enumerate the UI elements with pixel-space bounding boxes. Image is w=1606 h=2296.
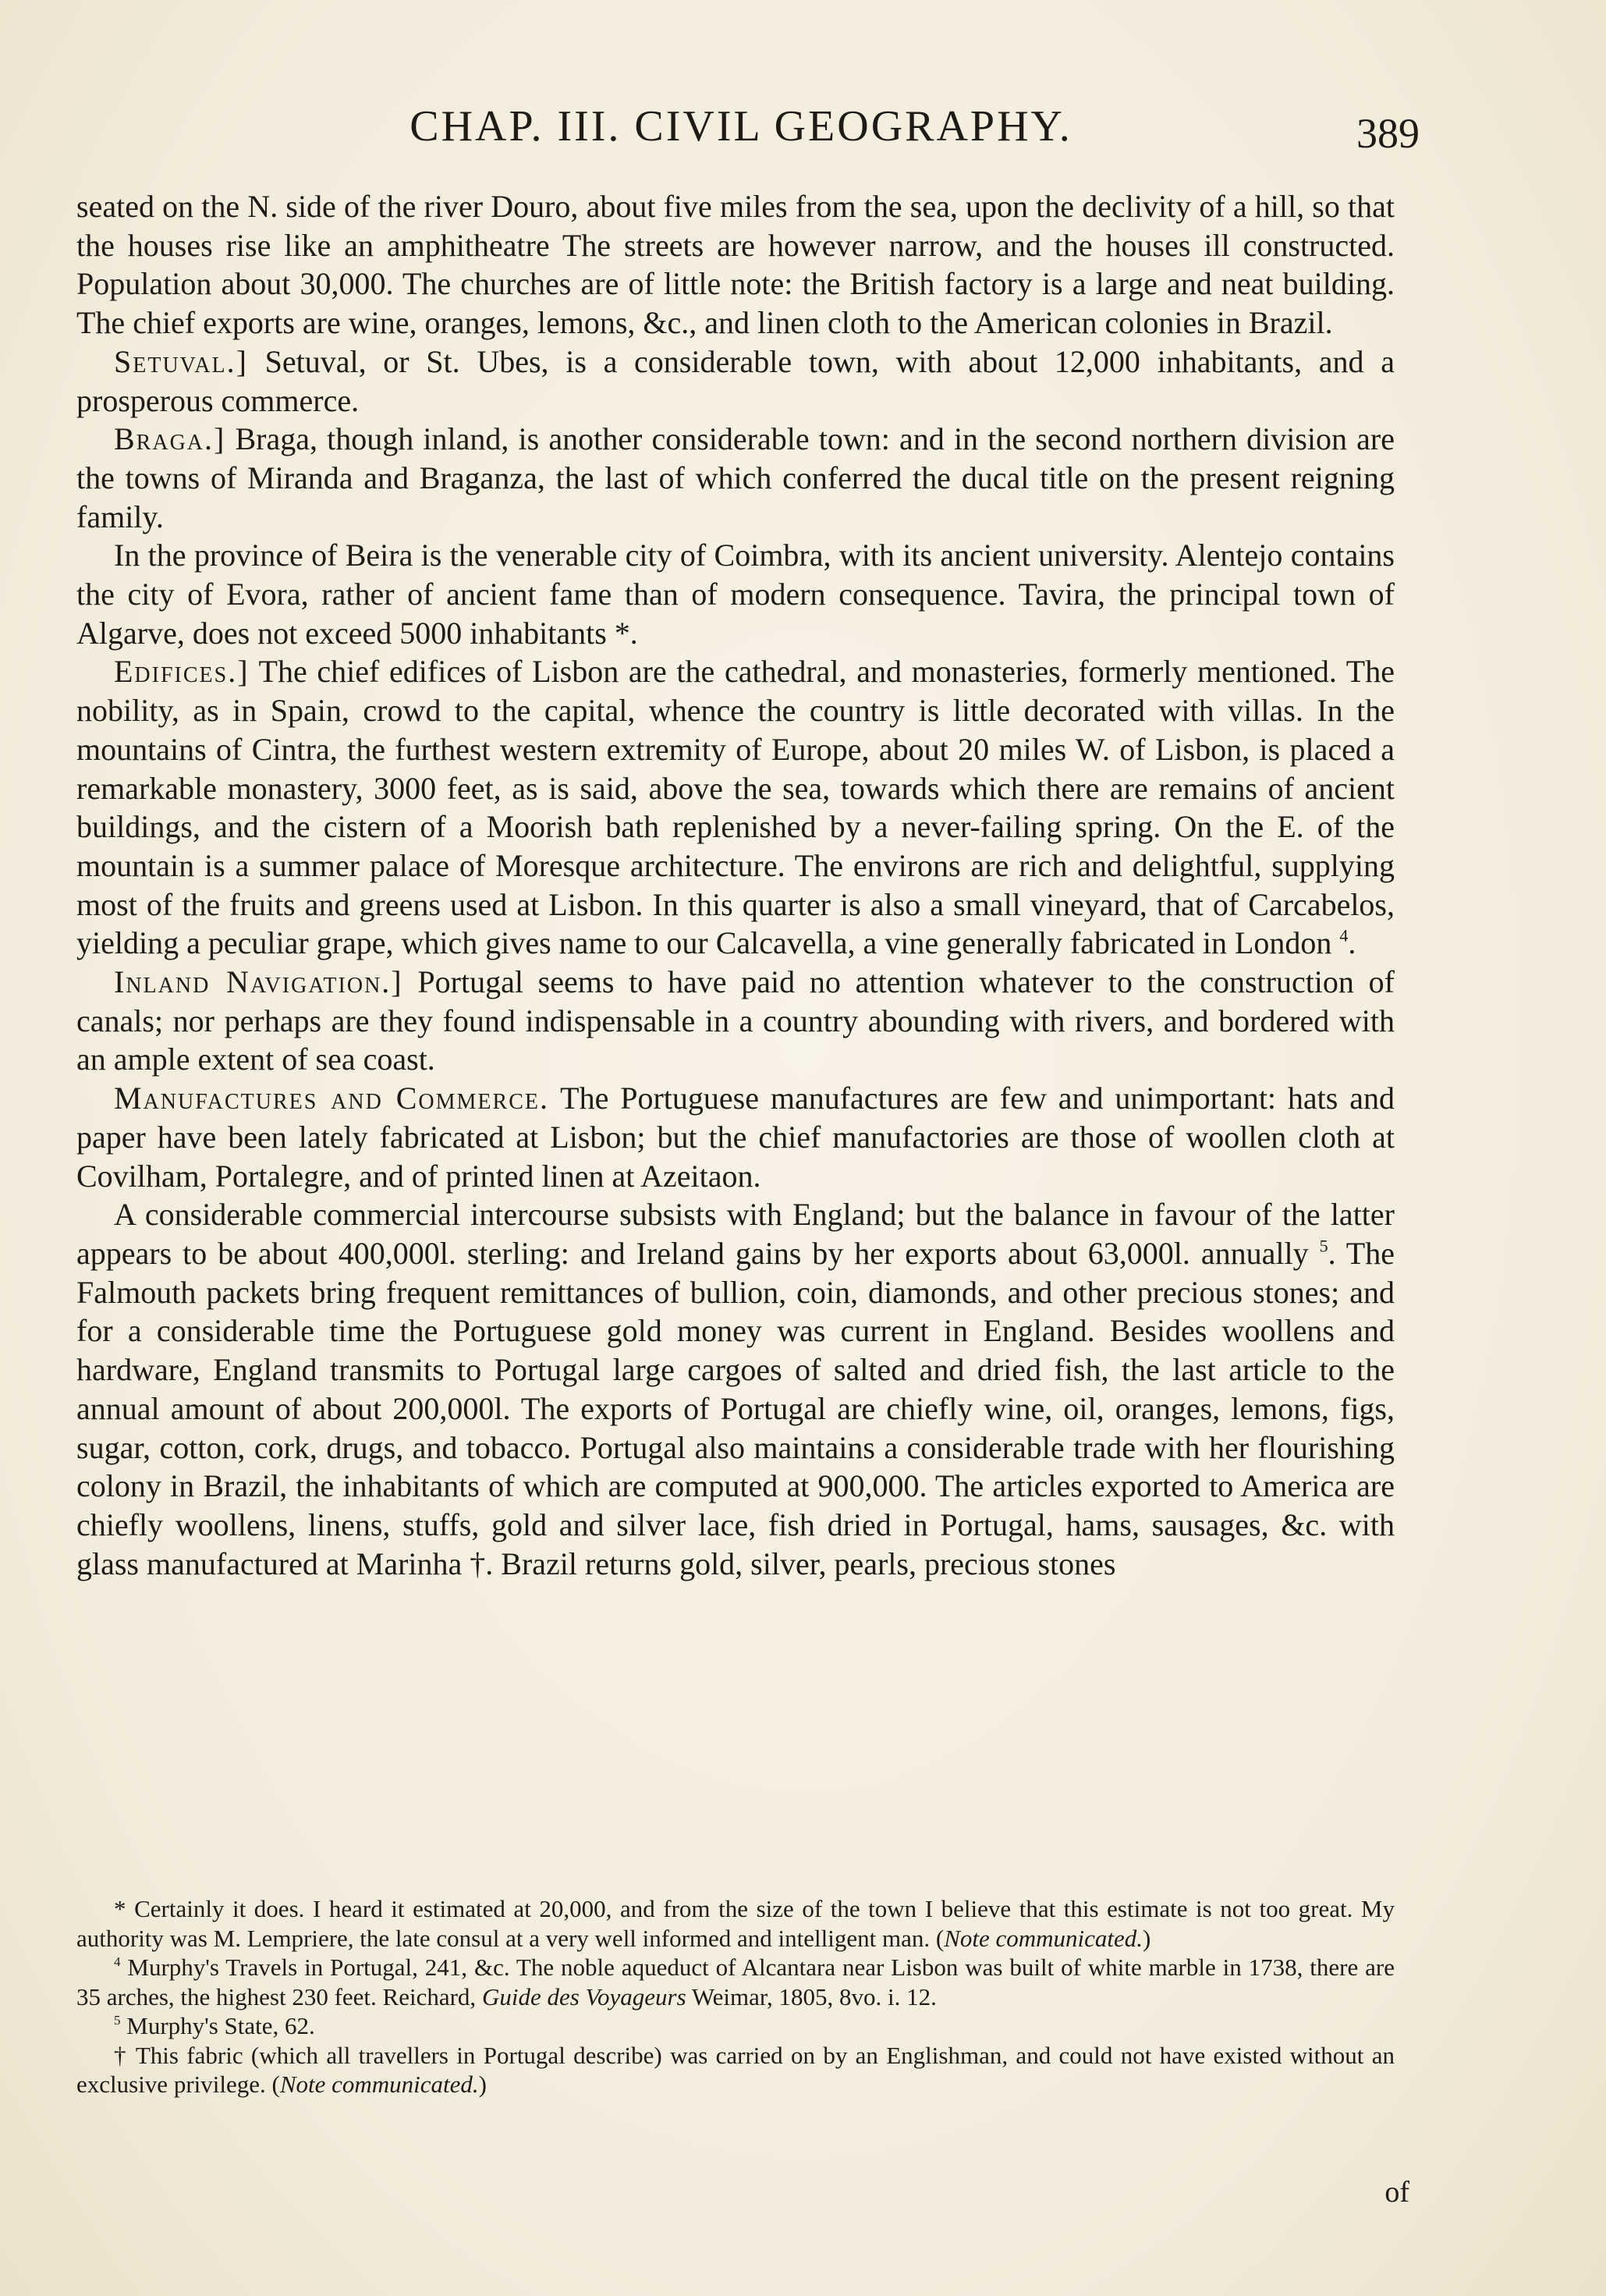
paragraph-tail: .: [1348, 925, 1356, 961]
footnote-text: * Certainly it does. I heard it estimated at 20,000, and from the size of the town I believe that this estimate is not too great. My authority was M. Lempriere, the late consul at a very well informed and intelligent man. (: [76, 1895, 1395, 1952]
paragraph-text: In the province of Beira is the venerable city of Coimbra, with its ancient university. Alentejo contains the city of Evora, rather of ancient fame than of modern consequence. Tavira, the principal town of Algarve, does not exceed 5000 inhabitants *.: [76, 538, 1395, 651]
paragraph-edifices: [76, 652, 1395, 963]
footnote-text: ): [478, 2071, 487, 2098]
paragraph-text: Portugal seems to have paid no attention whatever to the construction of canals; nor perhaps are they found indispensable in a country abounding with rivers, and bordered with an ample extent of sea coast.: [76, 964, 1395, 1077]
paragraph-porto: [76, 187, 1395, 342]
paragraph-provinces: [76, 536, 1395, 652]
footnote-ref-5: 5: [1319, 1236, 1328, 1256]
running-head: CHAP. III. CIVIL GEOGRAPHY.: [409, 102, 1072, 151]
catchword: of: [1384, 2176, 1409, 2209]
paragraph-setuval: [76, 342, 1395, 420]
section-heading-manufactures: Manufactures and Commerce.: [114, 1081, 549, 1116]
footnote-text: ): [1143, 1924, 1151, 1952]
paragraph-text: A considerable commercial intercourse subsists with England; but the balance in favour of the latter appears to be about 400,000l. sterling: and Ireland gains by her exports about 63,000l. annually: [76, 1197, 1395, 1271]
footnote-attribution: Note communicated.: [944, 1924, 1143, 1952]
paragraph-manufactures: [76, 1079, 1395, 1195]
footnote-ref-4: 4: [1339, 925, 1349, 946]
footnote-dagger: [76, 2041, 1395, 2099]
footnote-marker-5: 5: [114, 2013, 121, 2028]
footnote-5: [76, 2011, 1395, 2041]
footnote-book-title: Guide des Voyageurs: [481, 1982, 686, 2010]
footnote-4: [76, 1953, 1395, 2011]
page-number: 389: [1356, 110, 1420, 157]
footnote-marker-4: 4: [114, 1954, 121, 1970]
paragraph-text: The Portuguese manufactures are few and unimportant: hats and paper have been lately fabricated at Lisbon; but the chief manufactories are those of woollen cloth at Covilham, Portalegre, and of printed linen at Azeitaon.: [76, 1081, 1395, 1194]
section-heading-setuval: Setuval.]: [114, 343, 248, 379]
footnote-text: Murphy's State, 62.: [126, 2012, 315, 2039]
paragraph-braga: [76, 420, 1395, 536]
paragraph-text: The chief edifices of Lisbon are the cathedral, and monasteries, formerly mentioned. The nobility, as in Spain, crowd to the capital, whence the country is little decorated with villas. In the mountains of Cintra, the furthest western extremity of Europe, about 20 miles W. of Lisbon, is placed a remarkable monastery, 3000 feet, as is said, above the sea, towards which there are remains of ancient buildings, and the cistern of a Moorish bath replenished by a never-failing spring. On the E. of the mountain is a summer palace of Moresque architecture. The environs are rich and delightful, supplying most of the fruits and greens used at Lisbon. In this quarter is also a small vineyard, that of Carcabelos, yielding a peculiar grape, which gives name to our Calcavella, a vine generally fabricated in London: [76, 654, 1395, 961]
footnote-text: Murphy's Travels in Portugal, 241, &c. The noble aqueduct of Alcantara near Lisbon was built of white marble in 1738, there are 35 arches, the highest 230 feet. Reichard,: [76, 1954, 1395, 2010]
page-header: [78, 101, 1420, 164]
paragraph-commerce: [76, 1195, 1395, 1583]
paragraph-text: Setuval, or St. Ubes, is a considerable town, with about 12,000 inhabitants, and a prosperous commerce.: [76, 343, 1395, 418]
footnote-attribution: Note communicated.: [279, 2071, 479, 2098]
footnote-text: † This fabric (which all travellers in Portugal describe) was carried on by an Englishman, and could not have existed without an exclusive privilege. (: [76, 2041, 1395, 2098]
paragraph-text: seated on the N. side of the river Douro, about five miles from the sea, upon the declivity of a hill, so that the houses rise like an amphitheatre The streets are however narrow, and the houses ill constructed. Population about 30,000. The churches are of little note: the British factory is a large and neat building. The chief exports are wine, oranges, lemons, &c., and linen cloth to the American colonies in Brazil.: [76, 189, 1395, 341]
footnote-star: [76, 1894, 1395, 1953]
paragraph-text: Braga, though inland, is another considerable town: and in the second northern division are the towns of Miranda and Braganza, the last of which conferred the ducal title on the present reigning family.: [76, 421, 1395, 534]
paragraph-text: . The Falmouth packets bring frequent remittances of bullion, coin, diamonds, and other precious stones; and for a considerable time the Portuguese gold money was current in England. Besides woollens and hardware, England transmits to Portugal large cargoes of salted and dried fish, the last article to the annual amount of about 200,000l. The exports of Portugal are chiefly wine, oil, oranges, lemons, figs, sugar, cotton, cork, drugs, and tobacco. Portugal also maintains a considerable trade with her flourishing colony in Brazil, the inhabitants of which are computed at 900,000. The articles exported to America are chiefly woollens, linens, stuffs, gold and silver lace, fish dried in Portugal, hams, sausages, &c. with glass manufactured at Marinha †. Brazil returns gold, silver, pearls, precious stones: [76, 1235, 1395, 1581]
footnotes: [76, 1894, 1395, 2099]
section-heading-braga: Braga.]: [114, 421, 226, 457]
paragraph-inland-navigation: [76, 963, 1395, 1079]
body-text: [76, 187, 1395, 1583]
section-heading-edifices: Edifices.]: [114, 654, 250, 690]
section-heading-inland-navigation: Inland Navigation.]: [114, 964, 403, 1000]
footnote-text: Weimar, 1805, 8vo. i. 12.: [691, 1982, 937, 2010]
